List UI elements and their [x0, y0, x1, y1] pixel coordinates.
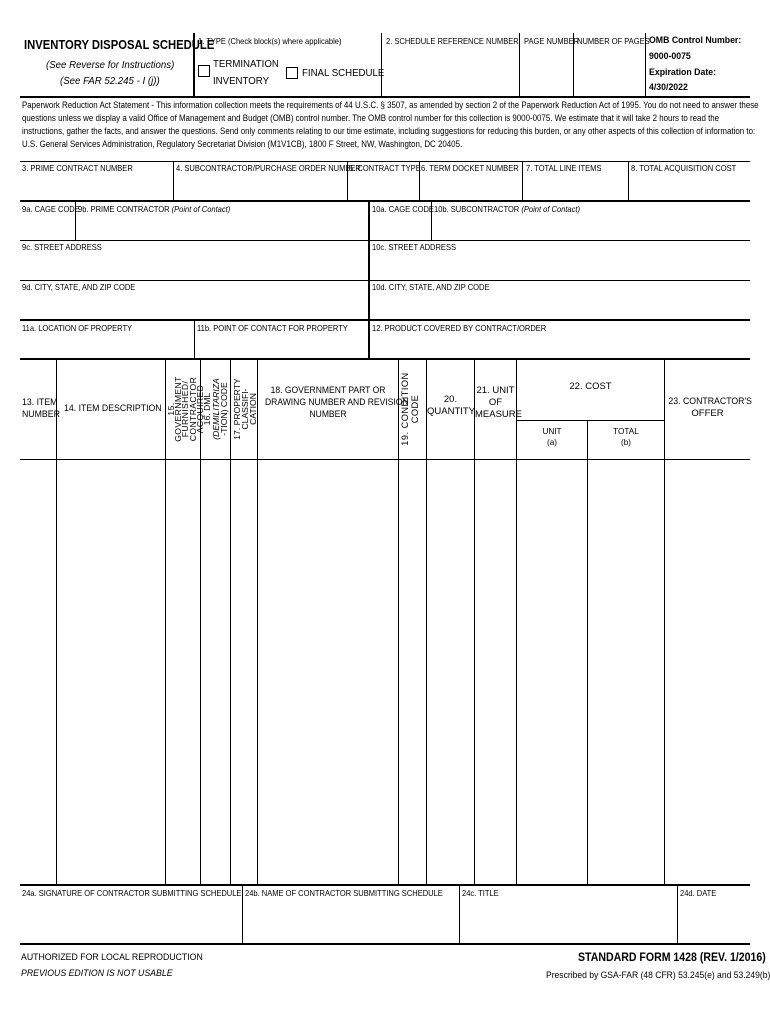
total-acquisition-cost-field[interactable]: [629, 162, 750, 200]
see-far-note: (See FAR 52.245 - I (j)): [60, 75, 160, 87]
item-entry-area[interactable]: [21, 461, 750, 884]
subcontractor-label: 10b. SUBCONTRACTOR (Point of Contact): [434, 205, 580, 214]
col-23-l2: OFFER: [691, 408, 724, 419]
col-21-l1: 21. UNIT: [476, 385, 515, 396]
divider: [20, 200, 750, 202]
col-15-l2: GOVERNMENT: [173, 376, 184, 442]
number-of-pages-label: NUMBER OF PAGES: [577, 37, 650, 46]
col-19-l2: CODE: [410, 394, 420, 424]
location-of-property-label: 11a. LOCATION OF PROPERTY: [22, 324, 133, 333]
contract-type-label: 5. CONTRACT TYPE: [349, 164, 421, 173]
schedule-reference-field[interactable]: [382, 34, 519, 96]
col-18-l2: DRAWING NUMBER AND REVISION: [265, 397, 409, 408]
prime-contractor-field[interactable]: [76, 203, 368, 239]
street-address-10c-field[interactable]: [370, 241, 750, 279]
city-state-zip-10d-field[interactable]: [370, 281, 750, 319]
page-number-field[interactable]: [520, 34, 580, 96]
col-header-unit-of-measure: [475, 385, 522, 421]
city-state-zip-9d-label: 9d. CITY, STATE, AND ZIP CODE: [22, 283, 136, 292]
total-line-items-field[interactable]: [523, 162, 627, 200]
prime-contractor-label: 9b. PRIME CONTRACTOR (Point of Contact): [78, 205, 231, 214]
product-covered-field[interactable]: [370, 322, 750, 358]
col-16-l2: (DEMILITARIZA: [210, 378, 221, 440]
total-acquisition-cost-label: 8. TOTAL ACQUISITION COST: [631, 164, 737, 173]
col-20-l1: 20.: [443, 394, 458, 405]
form-title: INVENTORY DISPOSAL SCHEDULE: [24, 38, 215, 52]
col-15-l3: FURNISHED/: [180, 380, 191, 438]
paperwork-line-4: U.S. General Services Administration, Regulatory Secretariat Division (M1V1CB), 1800 F Street, NW, Washington, DC 20405.: [22, 139, 463, 149]
name-label: 24b. NAME OF CONTRACTOR SUBMITTING SCHEDULE: [245, 889, 443, 898]
col-13-l2: NUMBER: [22, 409, 60, 420]
title-field[interactable]: [460, 887, 676, 943]
col-17-l3: CATION: [248, 393, 258, 425]
subcontractor-po-field[interactable]: [174, 162, 361, 200]
contract-type-field[interactable]: [348, 162, 421, 200]
paperwork-line-2: questions unless we display a valid Office of Management and Budget (OMB) control number. The OMB control number for this collection is 9000-0075. We estimate that it will take 2 hours to read the: [22, 113, 720, 123]
col-header-condition-code: [400, 362, 420, 456]
col-header-property-classification: [233, 362, 257, 456]
city-state-zip-9d-field[interactable]: [21, 281, 367, 319]
term-docket-label: 6. TERM DOCKET NUMBER: [421, 164, 519, 173]
page-number-label: PAGE NUMBER: [524, 37, 580, 46]
divider: [20, 319, 750, 321]
prime-contract-label: 3. PRIME CONTRACT NUMBER: [22, 164, 133, 173]
cage-code-9a-field[interactable]: [21, 203, 80, 239]
title-label: 24c. TITLE: [462, 889, 499, 898]
divider: [193, 33, 195, 97]
poc-for-property-label: 11b. POINT OF CONTACT FOR PROPERTY: [197, 324, 348, 333]
col-header-total-cost: [588, 426, 664, 448]
paperwork-line-1: Paperwork Reduction Act Statement - This information collection meets the requirements of 44 U.S.C. § 3507, as amended by section 2 of the Paperwork Reduction Act of 1995. You do not need to answer these: [22, 100, 759, 110]
col-21-l3: MEASURE: [475, 409, 522, 420]
col-20-l2: QUANTITY: [427, 406, 476, 417]
col-header-dml-code: [203, 362, 229, 456]
street-address-9c-field[interactable]: [21, 241, 367, 279]
subcontractor-field[interactable]: [432, 203, 750, 239]
type-label: 1. TYPE (Check block(s) where applicable): [198, 37, 342, 46]
divider: [20, 96, 750, 98]
col-21-l2: OF: [488, 397, 503, 408]
termination-label-l2: INVENTORY: [213, 75, 270, 87]
divider: [20, 459, 750, 460]
divider: [516, 420, 664, 421]
col-header-part-number: [258, 385, 409, 421]
cage-code-10a-label: 10a. CAGE CODE: [372, 205, 434, 214]
schedule-reference-label: 2. SCHEDULE REFERENCE NUMBER: [386, 37, 519, 46]
col-15-l4: CONTRACTOR: [187, 376, 198, 442]
prime-contract-number-field[interactable]: [21, 162, 172, 200]
col-22b-l2: (b): [620, 438, 631, 447]
cage-code-9a-label: 9a. CAGE CODE: [22, 205, 80, 214]
street-address-9c-label: 9c. STREET ADDRESS: [22, 243, 102, 252]
divider: [20, 884, 750, 886]
term-docket-field[interactable]: [420, 162, 521, 200]
col-23-l1: 23. CONTRACTOR'S: [668, 396, 752, 407]
poc-for-property-field[interactable]: [195, 322, 367, 358]
final-schedule-label: FINAL SCHEDULE: [302, 67, 385, 79]
col-19-l1: 19. CONDITION: [400, 372, 410, 446]
contractor-name-field[interactable]: [243, 887, 458, 943]
col-22b-l1: TOTAL: [613, 427, 639, 436]
divider: [20, 943, 750, 945]
omb-label: OMB Control Number:: [649, 35, 742, 46]
location-of-property-field[interactable]: [21, 322, 193, 358]
authorized-note: AUTHORIZED FOR LOCAL REPRODUCTION: [21, 952, 203, 963]
col-22a-l2: (a): [546, 438, 557, 447]
date-label: 24d. DATE: [680, 889, 717, 898]
col-17-l1: 17. PROPERTY: [232, 378, 242, 440]
paperwork-line-3: instructions, gather the facts, and answer the questions. Send only comments relating to our time estimate, including suggestions for reducing this burden, or any other aspects of this collection of information to:: [22, 126, 756, 136]
date-field[interactable]: [678, 887, 750, 943]
col-header-item-description: 14. ITEM DESCRIPTION: [64, 403, 162, 414]
city-state-zip-10d-label: 10d. CITY, STATE, AND ZIP CODE: [372, 283, 490, 292]
signature-label: 24a. SIGNATURE OF CONTRACTOR SUBMITTING SCHEDULE: [22, 889, 242, 898]
col-22a-l1: UNIT: [542, 427, 562, 436]
prescribed-note: Prescribed by GSA-FAR (48 CFR) 53.245(e) and 53.249(b): [546, 970, 770, 981]
final-schedule-checkbox[interactable]: [286, 67, 298, 79]
street-address-10c-label: 10c. STREET ADDRESS: [372, 243, 457, 252]
col-header-quantity: [427, 394, 474, 418]
number-of-pages-field[interactable]: [574, 34, 650, 96]
subcontractor-po-label: 4. SUBCONTRACTOR/PURCHASE ORDER NUMBER: [176, 164, 361, 173]
form-identifier: STANDARD FORM 1428 (REV. 1/2016): [578, 950, 766, 964]
product-covered-label: 12. PRODUCT COVERED BY CONTRACT/ORDER: [372, 324, 547, 333]
divider: [20, 358, 750, 360]
col-17-l2: CLASSIFI-: [240, 388, 250, 430]
expiration-date: 4/30/2022: [649, 82, 688, 93]
col-13-l1: 13. ITEM: [22, 397, 58, 408]
col-15-l5: ACQUIRED: [194, 384, 205, 434]
omb-number: 9000-0075: [649, 51, 691, 62]
col-16-l1: 16. DML: [202, 392, 212, 426]
col-header-gfp-ca: [168, 362, 204, 456]
termination-inventory-checkbox[interactable]: [198, 65, 210, 77]
col-18-l3: NUMBER: [309, 409, 347, 420]
cage-code-10a-field[interactable]: [370, 203, 434, 239]
contractor-signature-field[interactable]: [21, 887, 241, 943]
previous-edition-note: PREVIOUS EDITION IS NOT USABLE: [21, 968, 173, 979]
termination-label-l1: TERMINATION: [213, 58, 279, 70]
col-15-l1: 15.: [166, 402, 176, 416]
divider: [645, 33, 646, 97]
total-line-items-label: 7. TOTAL LINE ITEMS: [526, 164, 602, 173]
col-header-cost: 22. COST: [569, 381, 612, 392]
col-16-l3: -TION) CODE: [219, 382, 229, 436]
col-18-l1: 18. GOVERNMENT PART OR: [270, 385, 386, 396]
see-reverse-note: (See Reverse for Instructions): [46, 59, 175, 71]
expiration-label: Expiration Date:: [649, 67, 717, 78]
col-header-contractor-offer: [665, 396, 750, 420]
col-header-unit-cost: [517, 426, 587, 448]
